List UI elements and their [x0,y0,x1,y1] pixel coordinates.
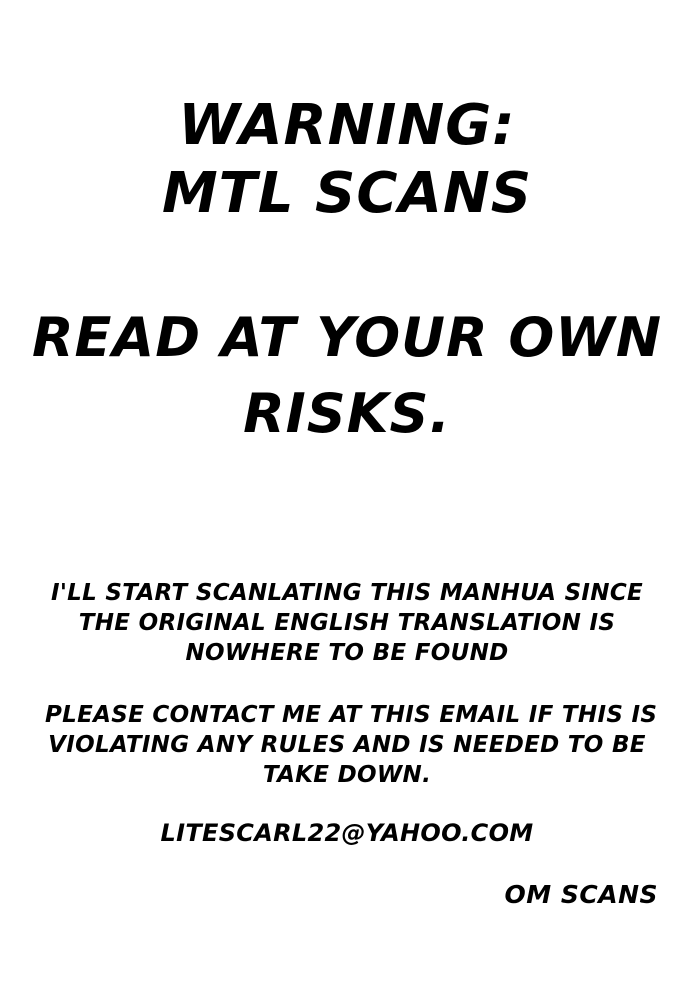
warning-headline-line-1: WARNING: [178,93,516,158]
scanlation-group-credit: OM SCANS [504,880,658,909]
note-paragraph-takedown-line-1: PLEASE CONTACT ME AT THIS EMAIL IF THIS IS [45,702,658,728]
warning-headline [0,92,694,228]
note-paragraph-scanlation-line-1: I'LL START SCANLATING THIS MANHUA SINCE [50,580,644,606]
note-paragraph-scanlation-line-2: THE ORIGINAL ENGLISH TRANSLATION IS [78,610,616,636]
note-paragraph-scanlation [45,578,649,668]
disclaimer-subheading [0,300,694,452]
note-paragraph-takedown-line-2: VIOLATING ANY RULES AND IS NEEDED TO BE [48,732,646,758]
contact-email: LITESCARL22@YAHOO.COM [160,819,534,847]
warning-headline-line-2: MTL SCANS [161,161,533,226]
note-paragraph-takedown-line-3: TAKE DOWN. [262,762,432,788]
note-paragraph-takedown [45,700,658,790]
disclaimer-subheading-line-2: RISKS. [243,382,451,445]
notes-block [0,578,694,848]
disclaimer-subheading-line-1: READ AT YOUR OWN [31,306,663,369]
note-paragraph-scanlation-line-3: NOWHERE TO BE FOUND [185,640,509,666]
